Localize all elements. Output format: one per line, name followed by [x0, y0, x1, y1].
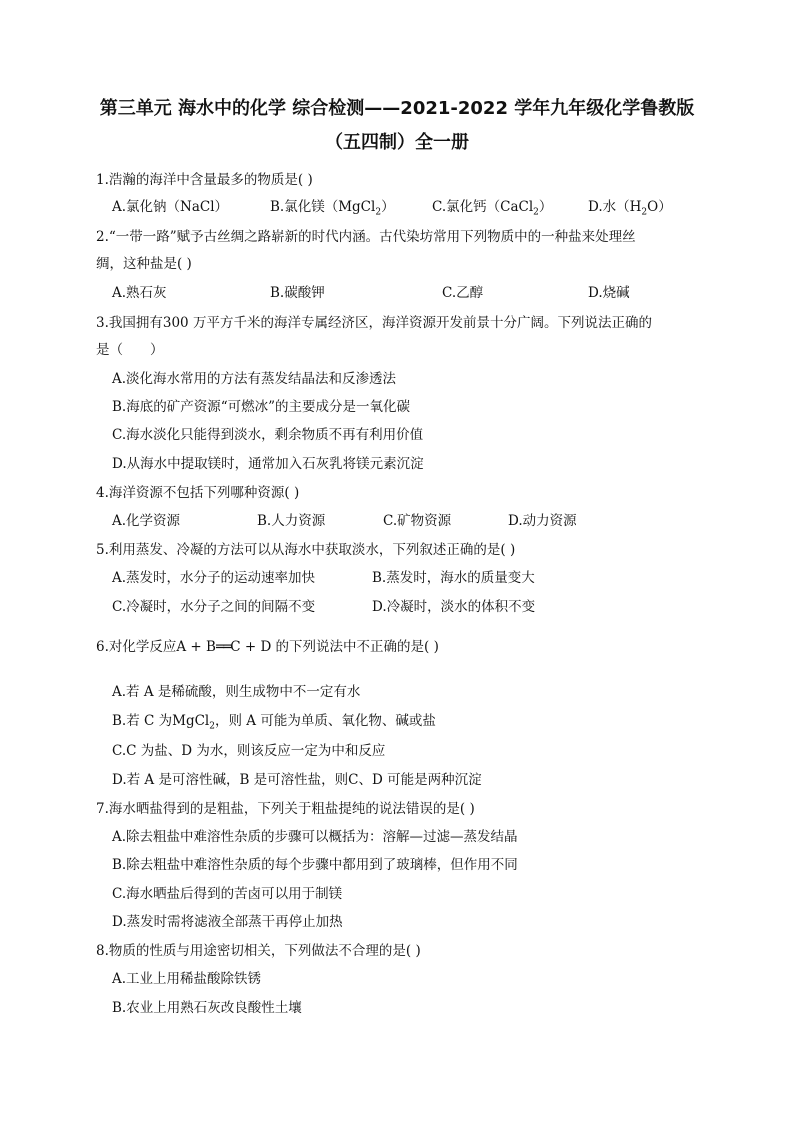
question-7-stem: 7.海水晒盐得到的是粗盐，下列关于粗盐提纯的说法错误的是( ) — [96, 801, 475, 817]
page-title: 第三单元 海水中的化学 综合检测——2021-2022 学年九年级化学鲁教版 — [99, 98, 695, 119]
question-4-stem: 4.海洋资源不包括下列哪种资源( ) — [96, 485, 300, 501]
question-2-stem-line2: 绸，这种盐是( ) — [96, 256, 192, 272]
question-2-option-c: C.乙醇 — [442, 285, 484, 301]
equals-sign: ══ — [215, 639, 231, 655]
question-5-option-b: B.蒸发时，海水的质量变大 — [372, 570, 535, 586]
question-8-stem: 8.物质的性质与用途密切相关，下列做法不合理的是( ) — [96, 943, 421, 959]
page-subtitle: （五四制）全一册 — [325, 132, 469, 153]
question-7-option-d: D.蒸发时需将滤液全部蒸干再停止加热 — [112, 914, 343, 930]
question-5-stem: 5.利用蒸发、冷凝的方法可以从海水中获取淡水，下列叙述正确的是( ) — [96, 542, 516, 558]
question-3-stem-line2: 是（ ） — [96, 342, 164, 358]
question-7-option-c: C.海水晒盐后得到的苦卤可以用于制镁 — [112, 886, 343, 902]
question-4-option-a: A.化学资源 — [112, 513, 181, 529]
question-3-stem-line1: 3.我国拥有300 万平方千米的海洋专属经济区，海洋资源开发前景十分广阔。下列说法正确的 — [96, 315, 652, 331]
question-3-option-c: C.海水淡化只能得到淡水，剩余物质不再有利用价值 — [112, 427, 424, 443]
question-1-option-d: D.水$(H_2O)$ — [588, 199, 672, 218]
question-3-option-b: B.海底的矿产资源“可燃冰”的主要成分是一氧化碳 — [112, 399, 411, 415]
question-5-option-c: C.冷凝时，水分子之间的间隔不变 — [112, 599, 316, 615]
question-7-option-a: A.除去粗盐中难溶性杂质的步骤可以概括为：溶解—过滤—蒸发结晶 — [112, 829, 518, 845]
question-4-option-d: D.动力资源 — [508, 513, 577, 529]
question-2-option-b: B.碳酸钾 — [270, 285, 325, 301]
question-5-option-d: D.冷凝时，淡水的体积不变 — [372, 599, 536, 615]
question-3-option-a: A.淡化海水常用的方法有蒸发结晶法和反渗透法 — [112, 371, 397, 387]
question-6-option-b: B.若 C 为MgCl$_2$，则 A 可能为单质、氧化物、碱或盐 — [112, 713, 436, 732]
question-7-option-b: B.除去粗盐中难溶性杂质的每个步骤中都用到了玻璃棒，但作用不同 — [112, 857, 518, 873]
question-3-option-d: D.从海水中提取镁时，通常加入石灰乳将镁元素沉淀 — [112, 456, 424, 472]
question-1-option-c: C.氯化钙（CaCl$_2$） — [432, 199, 553, 218]
question-2-stem-line1: 2.“一带一路”赋予古丝绸之路崭新的时代内涵。古代染坊常用下列物质中的一种盐来处理丝 — [96, 229, 636, 245]
question-2-option-a: A.熟石灰 — [112, 285, 167, 301]
question-1-option-b: B.氯化镁（MgCl$_2$） — [270, 199, 395, 218]
question-6-option-c: C.C 为盐、D 为水，则该反应一定为中和反应 — [112, 743, 386, 759]
question-6-option-d: D.若 A 是可溶性碱，B 是可溶性盐，则C、D 可能是两种沉淀 — [112, 772, 482, 788]
question-6-stem: 6.对化学反应A + B══C + D 的下列说法中不正确的是( ) — [96, 639, 439, 655]
question-4-option-c: C.矿物资源 — [383, 513, 452, 529]
question-4-option-b: B.人力资源 — [257, 513, 326, 529]
question-2-option-d: D.烧碱 — [588, 285, 630, 301]
question-8-option-b: B.农业上用熟石灰改良酸性土壤 — [112, 1000, 302, 1016]
question-8-option-a: A.工业上用稀盐酸除铁锈 — [112, 971, 262, 987]
question-1-stem: 1.浩瀚的海洋中含量最多的物质是( ) — [96, 172, 313, 188]
question-1-option-a: A.氯化钠（NaCl） — [112, 199, 229, 215]
question-5-option-a: A.蒸发时，水分子的运动速率加快 — [112, 570, 316, 586]
question-6-option-a: A.若 A 是稀硫酸，则生成物中不一定有水 — [112, 684, 361, 700]
